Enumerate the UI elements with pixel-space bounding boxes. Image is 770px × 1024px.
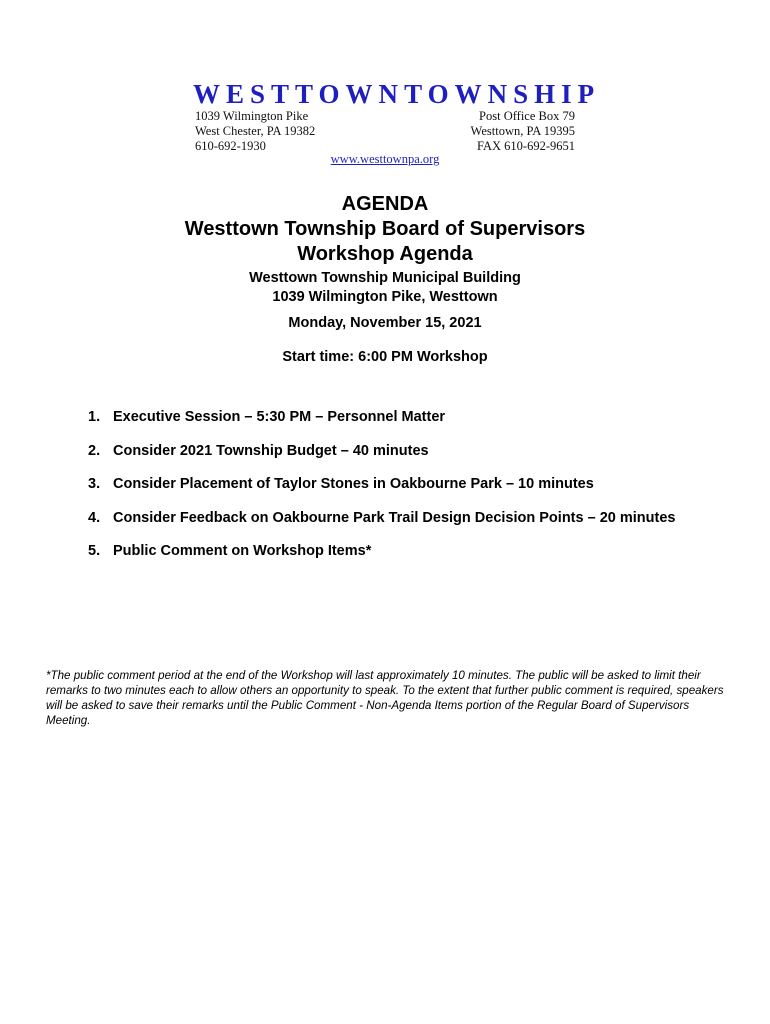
phone-number: 610-692-1930	[195, 139, 266, 153]
item-number: 4.	[88, 509, 101, 526]
item-text: Executive Session – 5:30 PM – Personnel Matter	[113, 409, 446, 425]
city-state-zip: West Chester, PA 19382	[195, 124, 316, 138]
venue-name: Westtown Township Municipal Building	[249, 270, 521, 286]
item-text: Consider 2021 Township Budget – 40 minutes	[113, 442, 429, 459]
street-address-block	[195, 109, 315, 154]
list-item	[88, 409, 675, 443]
township-name-word2: TOWNSHIP	[404, 79, 601, 109]
street-address-line: 1039 Wilmington Pike	[195, 109, 309, 123]
workshop-title: Workshop Agenda	[297, 243, 473, 265]
mailing-address-block	[400, 109, 575, 154]
item-text: Consider Placement of Taylor Stones in Oakbourne Park – 10 minutes	[113, 476, 594, 492]
agenda-list	[88, 409, 675, 577]
township-name-word1: WESTTOWN	[193, 79, 405, 109]
agenda-heading	[0, 192, 770, 267]
item-text: Consider Feedback on Oakbourne Park Trail Design Decision Points – 20 minutes	[113, 509, 676, 526]
list-item	[88, 476, 675, 510]
item-number: 1.	[88, 409, 101, 425]
list-item	[88, 543, 675, 577]
item-number: 3.	[88, 476, 101, 492]
mailing-city-state-zip: Westtown, PA 19395	[470, 124, 575, 138]
fax-number: FAX 610-692-9651	[476, 139, 575, 153]
start-time: Start time: 6:00 PM Workshop	[282, 349, 488, 365]
board-title: Westtown Township Board of Supervisors	[184, 218, 586, 240]
meeting-date: Monday, November 15, 2021	[288, 315, 482, 331]
website-link[interactable]: www.westtownpa.org	[330, 152, 440, 166]
agenda-title: AGENDA	[341, 193, 429, 215]
item-number: 2.	[88, 442, 101, 459]
meeting-location	[0, 269, 770, 307]
item-text: Public Comment on Workshop Items*	[113, 543, 372, 559]
venue-address: 1039 Wilmington Pike, Westtown	[272, 289, 498, 305]
list-item	[88, 510, 675, 544]
township-name	[193, 79, 601, 110]
po-box: Post Office Box 79	[479, 109, 575, 123]
public-comment-footnote: *The public comment period at the end of the Workshop will last approximately 10 minutes. The public will be asked to limit their remarks to two minutes each to allow others an opportunity to speak. To the extent that further public comment is required, speakers will be asked to save their remarks until the Public Comment - Non-Agenda Items portion of the Regular Board of Supervisors Meeting.	[46, 669, 724, 727]
item-number: 5.	[88, 543, 101, 559]
list-item	[88, 443, 675, 477]
